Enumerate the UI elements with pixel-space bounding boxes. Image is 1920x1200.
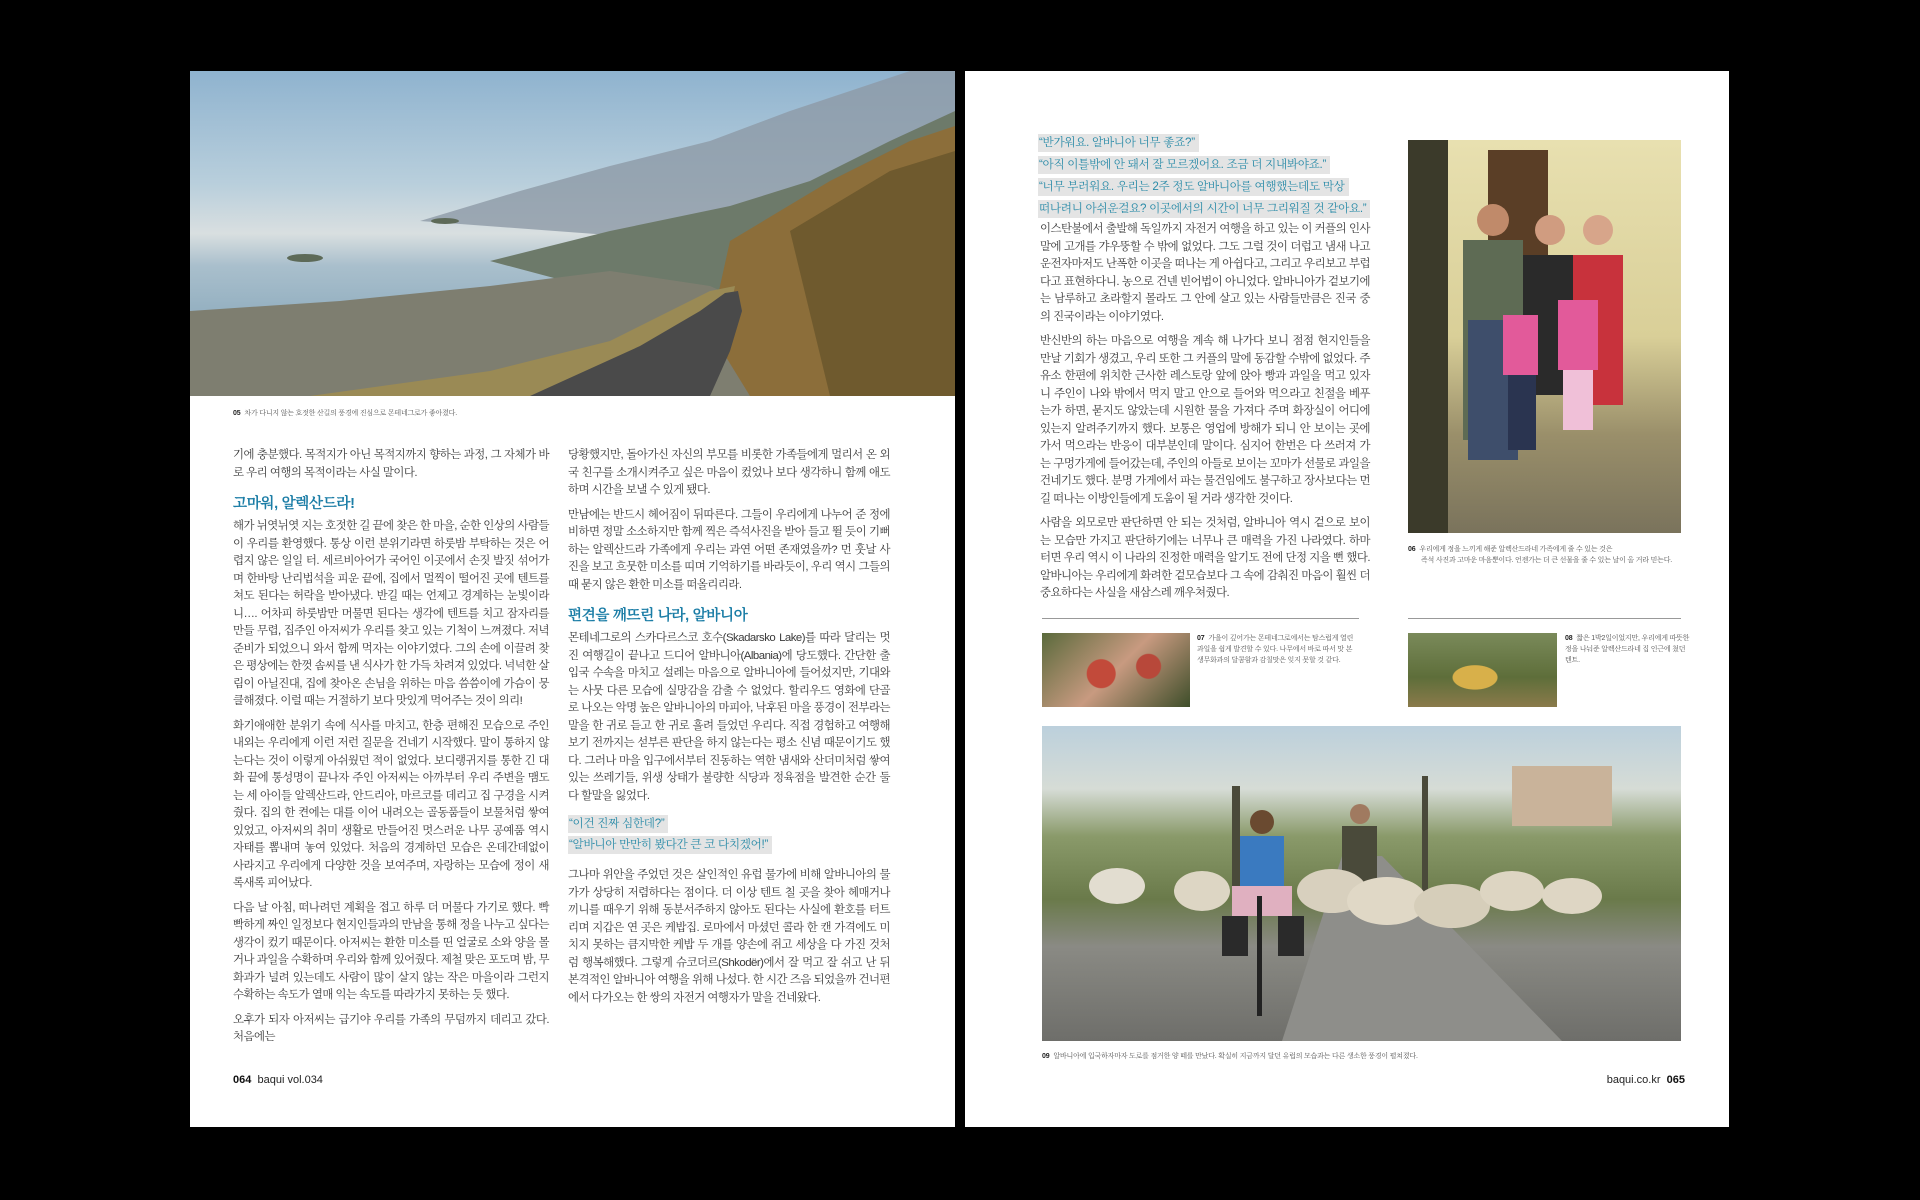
- article-column-1: [233, 447, 549, 1054]
- divider: [1408, 618, 1681, 619]
- magazine-issue: baqui vol.034: [257, 1074, 323, 1086]
- pull-quote-dialogue: [1038, 133, 1370, 221]
- left-page: [190, 71, 955, 1127]
- family-illustration: [1408, 140, 1681, 533]
- caption-number: 07: [1197, 635, 1205, 642]
- paragraph: 기에 충분했다. 목적지가 아닌 목적지까지 향하는 과정, 그 자체가 바로 우리 여행의 목적이라는 사실 말이다.: [233, 449, 549, 479]
- photo-figs: [1042, 633, 1190, 707]
- caption-number: 05: [233, 410, 241, 417]
- caption-text: 짧은 1박2일이었지만, 우리에게 따뜻한 정을 나눠준 알렉산드라네 집 인근에 쳤던 텐트.: [1565, 635, 1690, 664]
- quote-line: “반가워요. 알바니아 너무 좋죠?”: [1038, 134, 1199, 152]
- section-heading: 고마워, 알렉산드라!: [233, 496, 355, 512]
- paragraph: 몬테네그로의 스카다르스코 호수(Skadarsko Lake)를 따라 달리는 멋진 여행길이 끝나고 드디어 알바니아(Albania)에 당도했다. 간단한 출입국 수속을 마치고 설레는 마음으로 알바니아에 들어섰지만, 기대와는 사뭇 다른 모습에 실망감을 감출 수 없었다. 할리우드 영화에 단골로 나오는 악명 높은 알바니아의 마피아, 낙후된 마을 풍경이 전부라는 말을 한 귀로 듣고 한 귀로 흘려 들었던 우리다. 직접 경험하고 여행해보기 전까지는 섣부른 판단을 하지 않는다는 평소 신념 때문이기도 했다. 그러나 마을 입구에서부터 진동하는 역한 냄새와 산더미처럼 쌓여 있는 쓰레기들, 위생 상태가 불량한 식당과 정육점을 발견한 순간 둘 다 할말을 잃었다.: [568, 632, 890, 802]
- pull-quote: [568, 815, 890, 857]
- section-heading: 편견을 깨뜨린 나라, 알바니아: [568, 608, 748, 624]
- page-number: 064: [233, 1074, 252, 1086]
- right-page: [965, 71, 1729, 1127]
- photo-tent: [1408, 633, 1557, 707]
- quote-line: “너무 부러워요. 우리는 2주 정도 알바니아를 여행했는데도 막상: [1038, 178, 1349, 196]
- divider: [1042, 618, 1359, 619]
- caption-06: [1408, 544, 1708, 566]
- paragraph: 화기애애한 분위기 속에 식사를 마치고, 한층 편해진 모습으로 주인 내외는 우리에게 이런 저런 질문을 건네기 시작했다. 말이 통하지 않는다는 것이 이렇게 아쉬웠던 적이 없었다. 보디랭귀지를 통한 긴 대화 끝에 통성명이 끝나자 주인 아저씨는 아까부터 우리 주변을 맴도는 세 아이들 알렉산드라, 안드리아, 마르코를 데리고 집 구경을 시켜줬다. 집의 한 켠에는 대를 이어 내려오는 골동품들이 보물처럼 쌓여 있었고, 아저씨의 취미 생활로 만들어진 멋스러운 나무 공예품 역시 자태를 뽐내며 놓여 있었다. 처음의 경계하던 모습은 온데간데없이 사라지고 우리에게 다양한 것을 보여주며, 자랑하는 모습에 정이 새록새록 피어났다.: [233, 719, 549, 889]
- caption-number: 09: [1042, 1053, 1050, 1060]
- landscape-illustration: [190, 71, 955, 396]
- photo-mountain-road: [190, 71, 955, 396]
- photo-family: [1408, 140, 1681, 533]
- caption-number: 08: [1565, 635, 1573, 642]
- paragraph: 만남에는 반드시 헤어짐이 뒤따른다. 그들이 우리에게 나누어 준 정에 비하면 정말 소소하지만 함께 찍은 즉석사진을 받아 들고 뛸 듯이 기뻐하는 알렉산드라 가족에게 우리는 과연 어떤 존재였을까? 먼 훗날 사진을 보고 흐뭇한 미소를 띠며 기억하기를 바라듯이, 우리 역시 그들의 때 묻지 않은 환한 미소를 떠올리리라.: [568, 508, 890, 591]
- caption-07: [1197, 633, 1360, 666]
- page-footer-right: [1607, 1074, 1685, 1086]
- paragraph: 해가 뉘엿뉘엿 지는 호젓한 길 끝에 찾은 한 마을, 순한 인상의 사람들이 우리를 환영했다. 통상 이런 분위기라면 하룻밤 부탁하는 것은 어렵지 않은 일일 터. 세르비아어가 국어인 이곳에서 손짓 발짓 섞어가며 한바탕 난리법석을 피운 끝에, 집에서 멀찍이 떨어진 곳에 텐트를 쳐도 된다는 허락을 받아냈다. 반길 때는 언제고 경계하는 눈빛이라니…. 어차피 하룻밤만 머물면 된다는 생각에 텐트를 치고 잠자리를 만들 무렵, 집주인 아저씨가 우리를 찾고 있는 기척이 느껴졌다. 저녁 준비가 되었으니 와서 함께 먹자는 이야기였다. 그의 손에 이끌려 찾은 평상에는 한껏 솜씨를 낸 식사가 한 가득 차려져 있었다. 넉넉한 살림이 아닐진대, 집에 찾아온 손님을 위하는 마음 씀씀이에 가슴이 뭉클해졌다. 이럴 때는 거절하기 보다 맛있게 먹어주는 것이 의리!: [233, 520, 549, 707]
- paragraph: 다음 날 아침, 떠나려던 계획을 접고 하루 더 머물다 가기로 했다. 빡빡하게 짜인 일정보다 현지인들과의 만남을 통해 정을 나누고 싶다는 생각이 컸기 때문이다. 아저씨는 환한 미소를 띤 얼굴로 소와 양을 몰거나 과일을 수확하며 우리와 함께 있어줬다. 제철 맞은 포도며 밤, 무화과가 널려 있는데도 사람이 많이 살지 않는 작은 마을이라 그런지 수확하는 속도가 열매 익는 속도를 따라가지 못하는 듯 했다.: [233, 901, 549, 1001]
- caption-08: [1565, 633, 1690, 666]
- paragraph: 오후가 되자 아저씨는 급기야 우리를 가족의 무덤까지 데리고 갔다. 처음에는: [233, 1013, 549, 1043]
- quote-line: “알바니아 만만히 봤다간 큰 코 다치겠어!”: [568, 836, 772, 854]
- caption-text: 차가 다니지 않는 호젓한 산길의 풍경에 진심으로 몬테네그로가 좋아졌다.: [244, 410, 457, 417]
- paragraph: 반신반의 하는 마음으로 여행을 계속 해 나가다 보니 점점 현지인들을 만날 기회가 생겼고, 우리 또한 그 커플의 말에 동감할 수밖에 없었다. 주유소 한편에 위치한 근사한 레스토랑 앞에 앉아 빵과 과일을 먹고 있자니 주인이 나와 밖에서 먹지 말고 안으로 들어와 먹으라고 친절을 베푸는가 하면, 묻지도 않았는데 시원한 물을 가져다 주며 화장실이 어디에 있는지 알려주기까지 했다. 보통은 영업에 방해가 되니 안 보이는 곳에 가서 먹으라는 반응이 대부분인데 말이다. 심지어 한번은 다 쓰러져 가는 구멍가게에 들어갔는데, 주인의 아들로 보이는 꼬마가 선물로 과일을 건네기도 했다. 분명 가게에서 파는 물건임에도 불구하고 장사보다는 먼 길 떠나는 이방인들에게 도움이 될 거라 생각한 것이다.: [1040, 335, 1370, 505]
- page-footer-left: [233, 1074, 323, 1086]
- magazine-website: baqui.co.kr: [1606, 1074, 1661, 1086]
- paragraph: 사람을 외모로만 판단하면 안 되는 것처럼, 알바니아 역시 겉으로 보이는 모습만 가지고 판단하기에는 너무나 큰 매력을 가진 나라였다. 하마터면 우리 역시 이 나라의 진정한 매력을 알기도 전에 단정 지을 뻔 했다. 알바니아는 우리에게 화려한 겉모습보다 그 속에 감춰진 마음이 훨씬 더 중요하다는 사실을 새삼스레 깨우쳐줬다.: [1040, 517, 1370, 599]
- photo-sheep-road: [1042, 726, 1681, 1041]
- article-column-2: [568, 447, 890, 1014]
- quote-line: “아직 이틀밖에 안 돼서 잘 모르겠어요. 조금 더 지내봐야죠.”: [1038, 156, 1330, 174]
- paragraph: 이스탄불에서 출발해 독일까지 자전거 여행을 하고 있는 이 커플의 인사말에 고개를 갸우뚱할 수 밖에 없었다. 그도 그럴 것이 더럽고 냄새 나고 운전자마저도 난폭한 이곳을 떠나는 게 아쉽다고, 그리고 우리보고 부럽다고 표현하다니. 농으로 건넨 빈어법이 아니었다. 알바니아가 겉보기에는 남루하고 초라할지 몰라도 그 안에 살고 있는 사람들만큼은 진국 중의 진국이라는 이야기였다.: [1040, 223, 1370, 323]
- caption-05: [233, 408, 457, 419]
- caption-number: 06: [1408, 546, 1416, 553]
- sheep-illustration: [1042, 726, 1681, 1041]
- paragraph: 그나마 위안을 주었던 것은 살인적인 유럽 물가에 비해 알바니아의 물가가 상당히 저렴하다는 점이다. 더 이상 텐트 칠 곳을 찾아 헤매거나 끼니를 때우기 위해 동분서주하지 않아도 된다는 사실에 환호를 터트리며 지갑은 연 곳은 케밥집. 로마에서 마셨던 콜라 한 캔 가격에도 미치지 못하는 큼지막한 케밥 두 개를 양손에 쥐고 세상을 다 가진 것처럼 행복해했다. 그렇게 슈코더르(Shkodër)에서 잘 먹고 잘 쉬고 난 뒤 본격적인 알바니아 여행을 위해 나섰다. 한 시간 즈음 되었을까 건너편에서 다가오는 한 쌍의 자전거 여행자가 말을 건네왔다.: [568, 869, 890, 1004]
- quote-line: “이건 진짜 심한데?”: [568, 815, 668, 833]
- paragraph: 당황했지만, 돌아가신 자신의 부모를 비롯한 가족들에게 멀리서 온 외국 친구를 소개시켜주고 싶은 마음이 컸었나 보다 생각하니 함께 애도하며 시간을 보낼 수 있게 됐다.: [568, 449, 890, 496]
- quote-line: 떠나려니 아쉬운걸요? 이곳에서의 시간이 너무 그리워질 것 같아요.”: [1038, 200, 1370, 218]
- caption-text: 가을이 깊어가는 몬테네그로에서는 탐스럽게 열린 과일을 쉽게 발견할 수 있다. 나무에서 바로 따서 맛 본 생무화과의 달콤함과 감칠맛은 잊지 못할 것 같다.: [1197, 635, 1354, 664]
- caption-text: 알바니아에 입국하자마자 도로를 점거한 양 떼를 만났다. 확실히 지금까지 달던 유럽의 모습과는 다른 생소한 풍경이 펼쳐졌다.: [1053, 1053, 1418, 1060]
- page-number: 065: [1666, 1074, 1685, 1086]
- caption-text: 우리에게 정을 느끼게 해준 알렉산드라네 가족에게 줄 수 있는 것은: [1419, 546, 1613, 553]
- caption-text: 즉석 사진과 고마운 마음뿐이다. 언젠가는 더 큰 선물을 줄 수 있는 날이 올 거라 믿는다.: [1421, 557, 1673, 564]
- article-column-right: [1040, 221, 1370, 610]
- caption-09: [1042, 1051, 1682, 1062]
